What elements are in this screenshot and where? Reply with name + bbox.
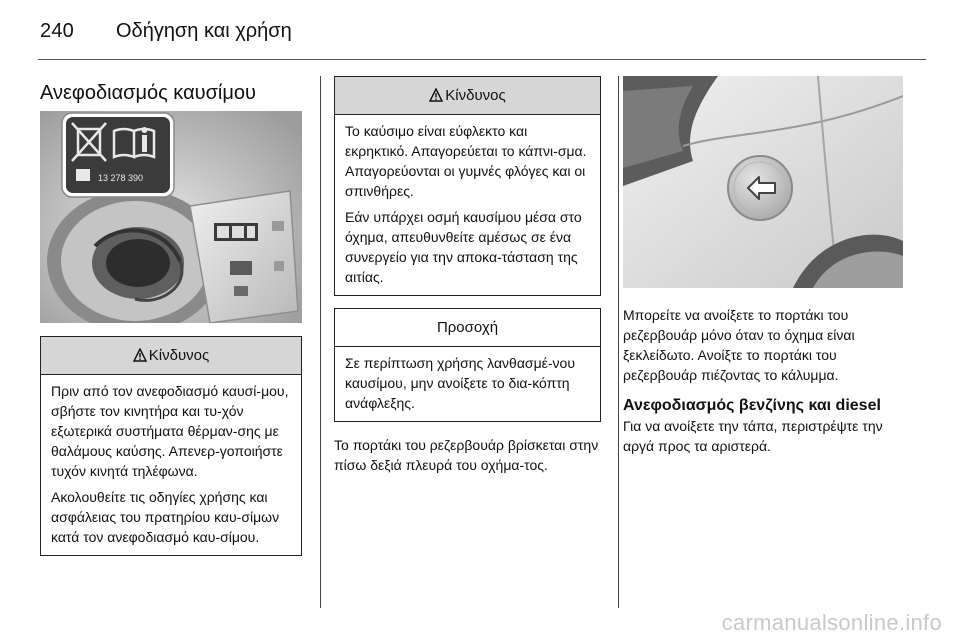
section-title: Ανεφοδιασμός καυσίμου <box>40 82 256 104</box>
danger-box-body <box>41 375 301 555</box>
warning-triangle-icon <box>429 88 443 102</box>
column-middle <box>334 76 601 475</box>
no-fuel-icon <box>72 123 106 161</box>
fuel-door-photo <box>623 76 903 288</box>
danger-box-heading <box>41 337 301 375</box>
caution-paragraph: Σε περίπτωση χρήσης λανθασμέ-νου καυσίμου, μην ανοίξετε το δια-κόπτη ανάφλεξης. <box>345 355 575 411</box>
danger-box-body <box>335 115 600 295</box>
danger-box-title: Κίνδυνος <box>445 87 506 104</box>
label-symbol-icon <box>76 169 90 181</box>
column-left <box>40 80 302 556</box>
watermark: carmanualsonline.info <box>721 610 942 635</box>
fuel-filler-illustration <box>40 111 302 323</box>
column-divider <box>320 76 321 608</box>
danger-box-heading <box>335 77 600 115</box>
label-code: 13 278 390 <box>98 173 144 183</box>
running-title: Οδήγηση και χρήση <box>116 20 292 42</box>
caution-box-body <box>335 347 600 421</box>
subsection-title: Ανεφοδιασμός βενζίνης και diesel <box>623 397 881 414</box>
danger-paragraph: Πριν από τον ανεφοδιασμό καυσί-μου, σβήστε τον κινητήρα και τυ-χόν εξωτερικά συστήματα θέρμαν-σης με θαλάμους καύσης. Απενερ-γοποιήστε τυχόν κινητά τηλέφωνα. <box>51 383 289 479</box>
caution-box <box>334 308 601 422</box>
page-header <box>38 8 926 60</box>
danger-box <box>40 336 302 556</box>
danger-paragraph: Ακολουθείτε τις οδηγίες χρήσης και ασφάλειας του πρατηρίου καυ-σίμων κατά τον ανεφοδιασμό καυ-σίμου. <box>51 489 280 545</box>
warning-triangle-icon <box>133 348 147 362</box>
danger-box <box>334 76 601 296</box>
fuel-filler-photo <box>40 111 302 323</box>
danger-paragraph: Εάν υπάρχει οσμή καυσίμου μέσα στο όχημα, απευθυνθείτε αμέσως σε ένα συνεργείο για την αποκα-τάσταση της αιτίας. <box>345 209 582 285</box>
body-paragraph: Μπορείτε να ανοίξετε το πορτάκι του ρεζερβουάρ μόνο όταν το όχημα είναι ξεκλείδωτο. Ανοίξτε το πορτάκι του ρεζερβουάρ πιέζοντας το κάλυμμα. <box>623 307 855 383</box>
body-paragraph: Για να ανοίξετε την τάπα, περιστρέψτε την αργά προς τα αριστερά. <box>623 418 883 454</box>
page-number: 240 <box>40 20 74 42</box>
column-right <box>623 76 903 456</box>
caution-box-title: Προσοχή <box>335 309 600 347</box>
fuel-door-illustration <box>623 76 903 288</box>
danger-box-title: Κίνδυνος <box>148 347 210 364</box>
info-icon <box>142 135 147 152</box>
body-paragraph: Το πορτάκι του ρεζερβουάρ βρίσκεται στην πίσω δεξιά πλευρά του οχήμα-τος. <box>334 437 599 473</box>
column-divider <box>618 76 619 608</box>
danger-paragraph: Το καύσιμο είναι εύφλεκτο και εκρηκτικό. Απαγορεύεται το κάπνι-σμα. Απαγορεύονται οι γυμνές φλόγες και οι σπινθήρες. <box>345 123 587 199</box>
